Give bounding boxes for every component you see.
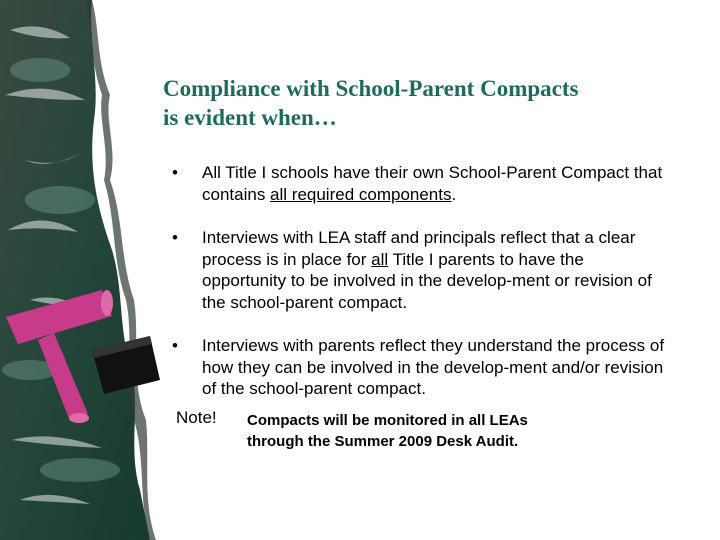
- bullet-marker: •: [172, 336, 178, 355]
- bullet-text-2-underlined: all: [371, 249, 389, 269]
- bullet-text-2-before: Interviews with LEA staff and principals reflect that a clear process is in place for: [202, 228, 636, 269]
- bullet-text-3-before: Interviews with parents reflect they understand the process of how they can be involved in the develop-ment and/or revision of the school-parent compact.: [202, 336, 665, 398]
- title-line-1: Compliance with School-Parent Compacts: [163, 76, 579, 101]
- slide-title: [163, 74, 703, 132]
- title-line-2: is evident when…: [163, 105, 337, 130]
- bullet-text-1-underlined: all required components: [270, 184, 452, 204]
- bullet-marker: •: [172, 163, 178, 182]
- bullet-item-1: [172, 162, 672, 205]
- bullet-text-1-before: All Title I schools have their own School-Parent Compact that contains: [202, 163, 663, 204]
- bullet-text-1-after: .: [451, 184, 457, 204]
- note-line-1: Compacts will be monitored in all LEAs: [247, 412, 528, 429]
- bullet-marker: •: [172, 228, 178, 247]
- note-line-2: through the Summer 2009 Desk Audit.: [247, 433, 519, 450]
- note-label: Note!: [176, 408, 217, 427]
- bullet-text-2-after: Title I parents to have the opportunity to be involved in the develop-ment or revision of the school-parent compact.: [202, 249, 652, 312]
- bullet-item-3: [172, 335, 672, 400]
- bullet-item-2: [172, 227, 672, 313]
- bullet-list: [172, 162, 672, 422]
- note-text: [247, 410, 667, 452]
